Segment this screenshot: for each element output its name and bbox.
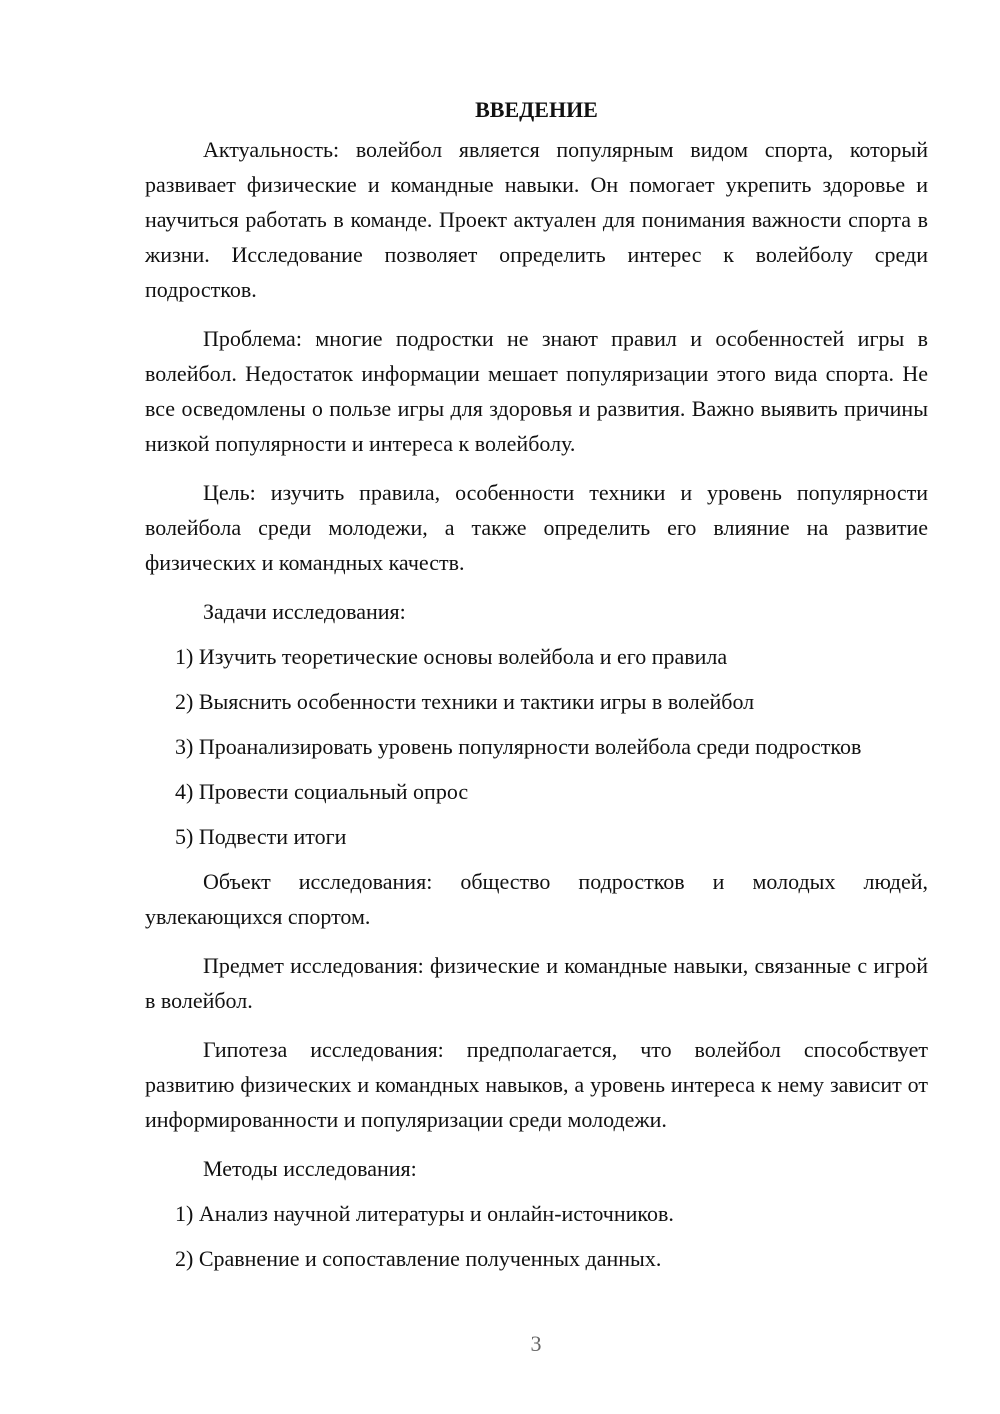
task-item: 5) Подвести итоги xyxy=(175,824,347,849)
goal-paragraph: Цель: изучить правила, особенности техники и уровень популярности волейбола среди молодежи, а также определить его влияние на развитие физических и командных качеств. xyxy=(145,480,928,575)
task-item: 3) Проанализировать уровень популярности волейбола среди подростков xyxy=(175,734,862,759)
problem-paragraph: Проблема: многие подростки не знают правил и особенностей игры в волейбол. Недостаток информации мешает популяризации этого вида спорта. Не все осведомлены о пользе игры для здоровья и развития. Важно выявить причины низкой популярности и интереса к волейболу. xyxy=(145,326,928,456)
method-item: 2) Сравнение и сопоставление полученных данных. xyxy=(175,1246,662,1271)
method-item: 1) Анализ научной литературы и онлайн-источников. xyxy=(175,1201,674,1226)
task-item: 4) Провести социальный опрос xyxy=(175,779,469,804)
methods-title: Методы исследования: xyxy=(203,1156,417,1181)
tasks-title: Задачи исследования: xyxy=(203,599,406,624)
task-item: 2) Выяснить особенности техники и тактики игры в волейбол xyxy=(175,689,755,714)
hypothesis-paragraph: Гипотеза исследования: предполагается, что волейбол способствует развитию физических и командных навыков, а уровень интереса к нему зависит от информированности и популяризации среди молодежи. xyxy=(145,1037,928,1132)
page-number: 3 xyxy=(530,1331,542,1356)
relevance-paragraph: Актуальность: волейбол является популярным видом спорта, который развивает физические и командные навыки. Он помогает укрепить здоровье и научиться работать в команде. Проект актуален для понимания важности спорта в жизни. Исследование позволяет определить интерес к волейболу среди подростков. xyxy=(145,137,928,302)
subject-paragraph: Предмет исследования: физические и командные навыки, связанные с игрой в волейбол. xyxy=(145,953,928,1013)
page-content xyxy=(145,92,928,1286)
object-paragraph: Объект исследования: общество подростков и молодых людей, увлекающихся спортом. xyxy=(145,869,928,929)
section-heading: ВВЕДЕНИЕ xyxy=(475,97,598,122)
task-item: 1) Изучить теоретические основы волейбола и его правила xyxy=(175,644,728,669)
